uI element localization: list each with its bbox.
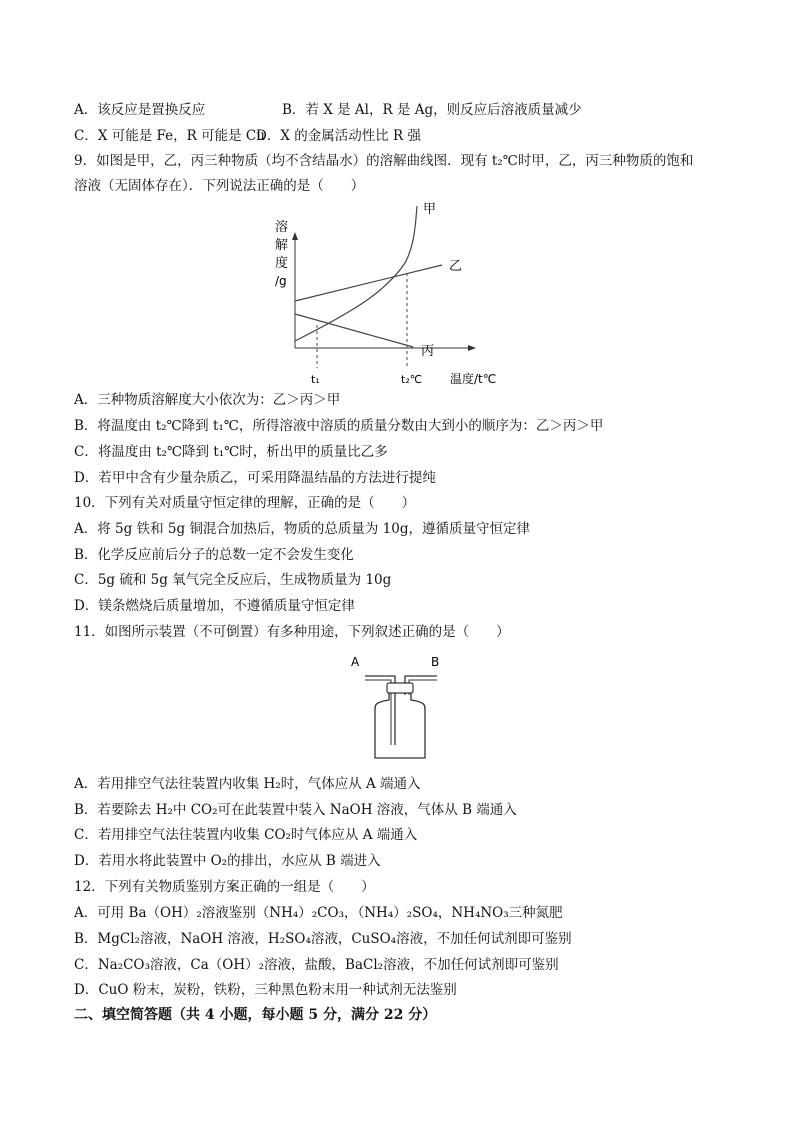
bottle <box>375 693 425 758</box>
q10-option-b: B．化学反应前后分子的总数一定不会发生变化 <box>74 547 354 563</box>
q12-option-b: B．MgCl₂溶液，NaOH 溶液，H₂SO₄溶液，CuSO₄溶液，不加任何试剂即可鉴别 <box>74 931 572 947</box>
x-axis-label: 温度/t℃ <box>450 372 497 386</box>
series-yi-line <box>295 265 442 301</box>
series-jia-curve <box>295 206 417 341</box>
series-bing-line <box>295 314 413 347</box>
q12-option-c: C．Na₂CO₃溶液，Ca（OH）₂溶液，盐酸，BaCl₂溶液，不加任何试剂即可鉴别 <box>74 957 559 973</box>
q12-option-d: D．CuO 粉末，炭粉，铁粉，三种黑色粉末用一种试剂无法鉴别 <box>74 982 457 998</box>
gas-bottle-apparatus <box>345 650 455 765</box>
q9-stem-line1: 9．如图是甲，乙，丙三种物质（均不含结晶水）的溶解曲线图．现有 t₂℃时甲，乙，丙三种物质的饱和 <box>74 153 694 169</box>
y-label-2: 解 <box>275 238 289 253</box>
tick-t2: t₂℃ <box>401 373 423 386</box>
solubility-chart <box>265 198 510 390</box>
q8-option-c: C．X 可能是 Fe，R 可能是 Cu <box>74 128 265 144</box>
q11-option-d: D．若用水将此装置中 O₂的排出，水应从 B 端进入 <box>74 853 381 869</box>
y-label-4: /g <box>275 274 287 288</box>
q11-option-c: C．若用排空气法往装置内收集 CO₂时气体应从 A 端通入 <box>74 827 418 843</box>
q8-option-b: B．若 X 是 Al，R 是 Ag，则反应后溶液质量减少 <box>282 102 582 118</box>
series-label-yi: 乙 <box>449 259 463 274</box>
q11-stem: 11．如图所示装置（不可倒置）有多种用途，下列叙述正确的是（ ） <box>74 624 510 640</box>
apparatus-label-a: A <box>351 655 360 669</box>
q9-option-c: C．将温度由 t₂℃降到 t₁℃时，析出甲的质量比乙多 <box>74 444 388 460</box>
stopper <box>387 683 413 693</box>
y-label-3: 度 <box>275 256 289 271</box>
q9-stem-line2: 溶液（无固体存在）．下列说法正确的是（ ） <box>74 178 365 194</box>
q10-option-d: D．镁条燃烧后质量增加，不遵循质量守恒定律 <box>74 598 355 614</box>
q10-option-a: A．将 5g 铁和 5g 铜混合加热后，物质的总质量为 10g，遵循质量守恒定律 <box>74 521 530 537</box>
y-axis-arrow <box>292 232 298 240</box>
tick-t1: t₁ <box>311 373 320 386</box>
q11-option-b: B．若要除去 H₂中 CO₂可在此装置中装入 NaOH 溶液，气体从 B 端通入 <box>74 802 517 818</box>
q8-option-a: A．该反应是置换反应 <box>74 102 206 118</box>
q9-option-d: D．若甲中含有少量杂质乙，可采用降温结晶的方法进行提纯 <box>74 470 436 486</box>
q11-option-a: A．若用排空气法往装置内收集 H₂时，气体应从 A 端通入 <box>74 776 421 792</box>
series-label-bing: 丙 <box>421 344 435 359</box>
q8-option-d: D．X 的金属活动性比 R 强 <box>256 128 421 144</box>
series-label-jia: 甲 <box>423 202 437 217</box>
q10-option-c: C．5g 硫和 5g 氧气完全反应后，生成物质量为 10g <box>74 572 392 588</box>
apparatus-label-b: B <box>431 655 440 669</box>
q12-stem: 12．下列有关物质鉴别方案正确的一组是（ ） <box>74 879 375 895</box>
section-heading: 二、填空简答题（共 4 小题，每小题 5 分，满分 22 分） <box>74 1007 437 1023</box>
q9-option-a: A．三种物质溶解度大小依次为：乙＞丙＞甲 <box>74 392 341 408</box>
q12-option-a: A．可用 Ba（OH）₂溶液鉴别（NH₄）₂CO₃，（NH₄）₂SO₄，NH₄NO₃三种氮肥 <box>74 905 563 921</box>
q10-stem: 10．下列有关对质量守恒定律的理解，正确的是（ ） <box>74 495 416 511</box>
y-label-1: 溶 <box>275 220 289 235</box>
x-axis-arrow <box>468 345 476 351</box>
q9-option-b: B．将温度由 t₂℃降到 t₁℃，所得溶液中溶质的质量分数由大到小的顺序为：乙＞丙＞甲 <box>74 418 604 434</box>
